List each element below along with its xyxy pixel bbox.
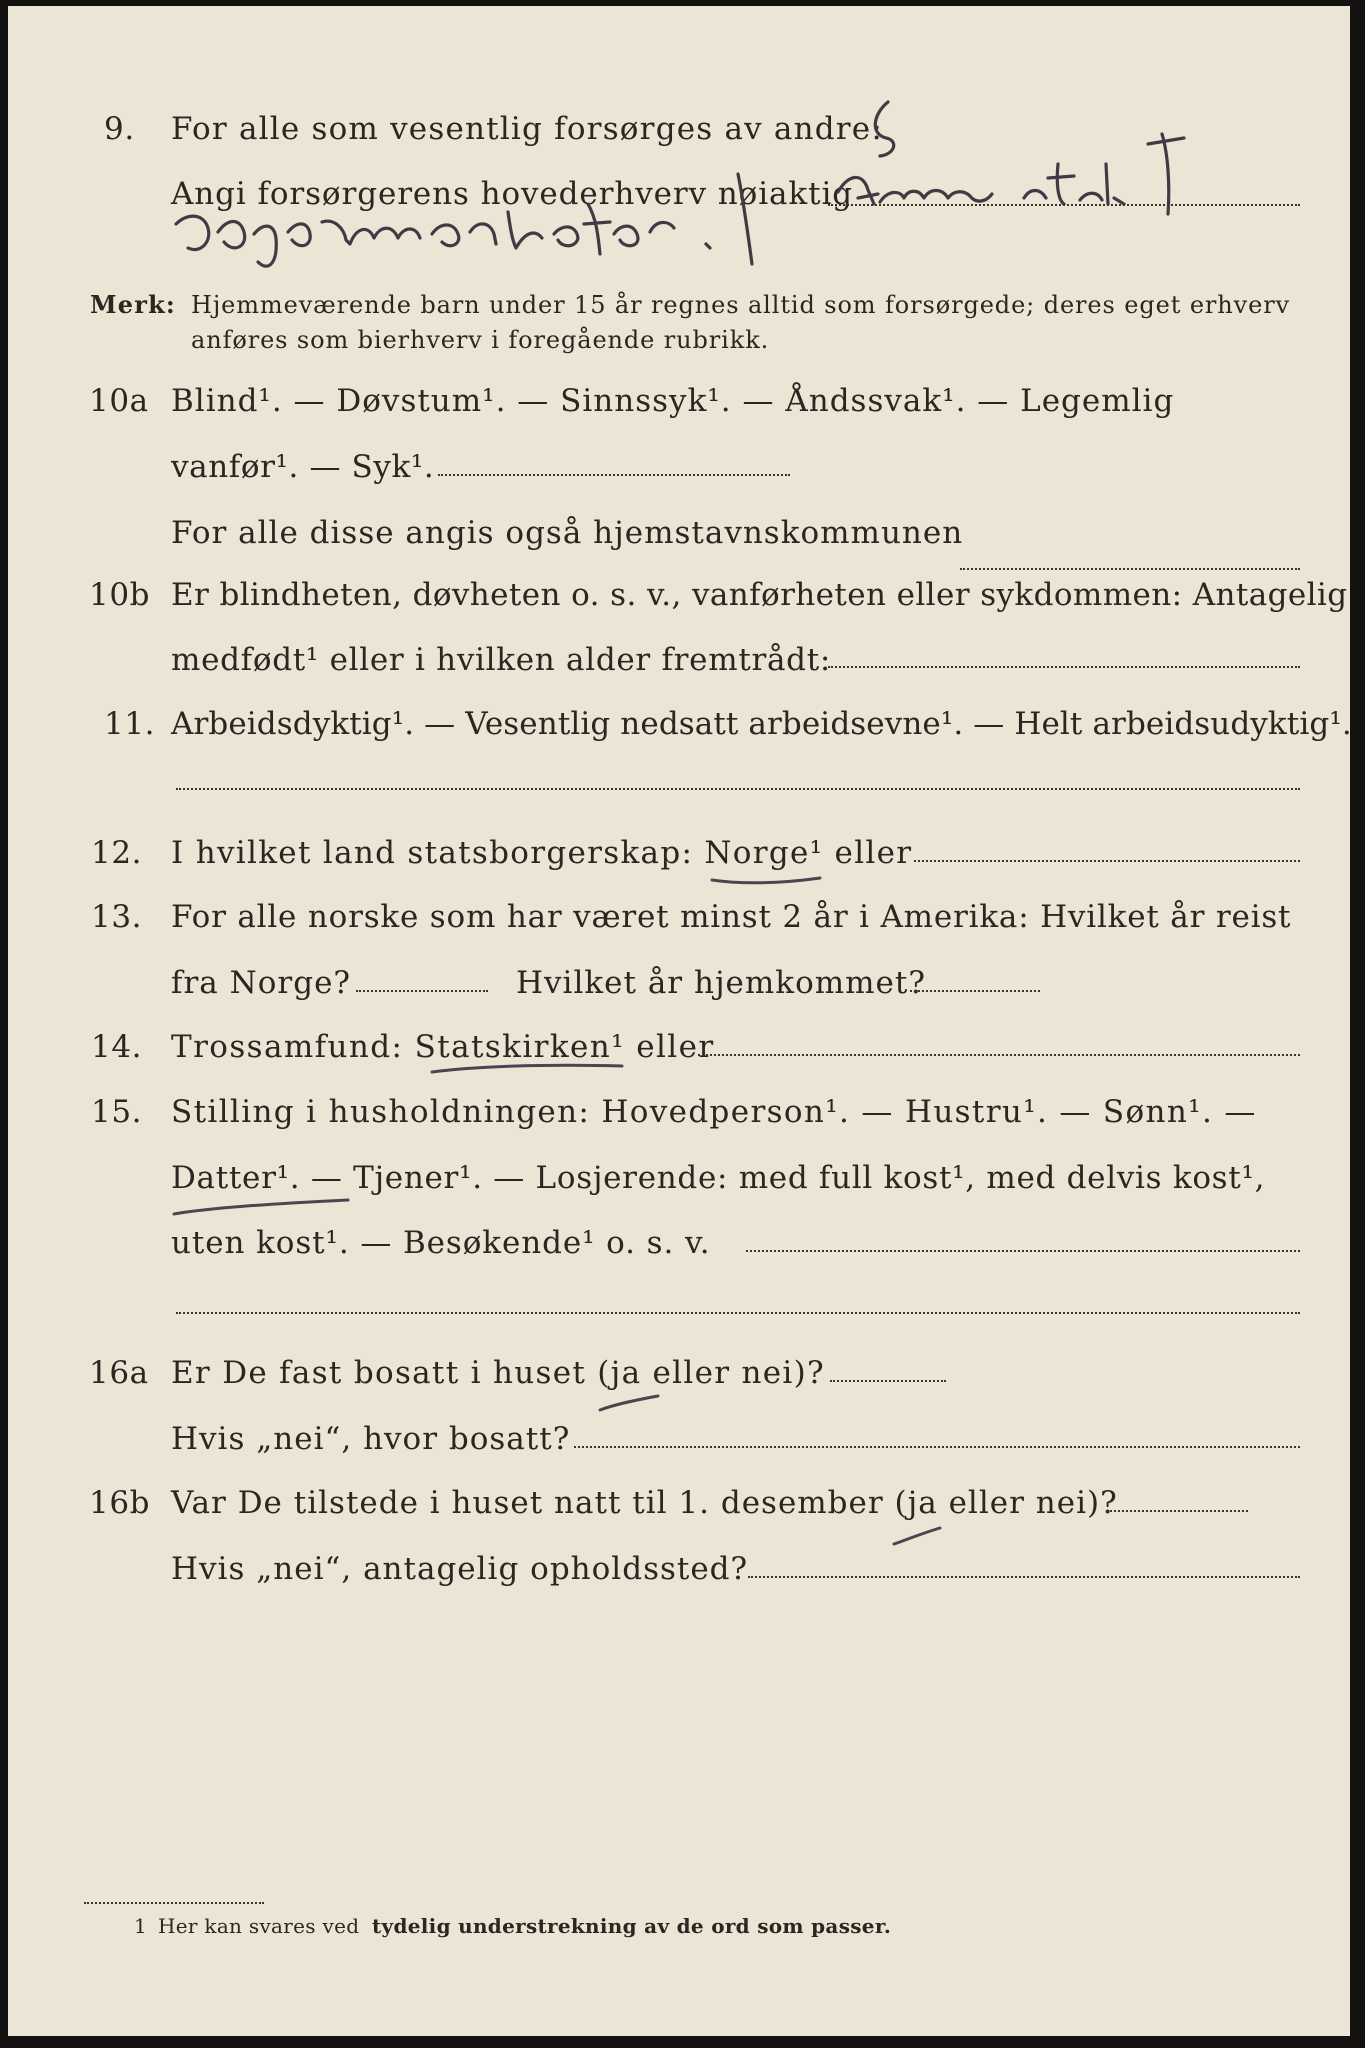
q13-text-line2a: fra Norge? [171, 965, 352, 1001]
census-form-page [8, 6, 1350, 2036]
q15-answer-line1 [746, 1250, 1300, 1252]
q10b-answer-line [828, 666, 1300, 668]
q10b-text-line1: Er blindheten, døvheten o. s. v., vanførheten eller sykdommen: Antagelig [171, 577, 1348, 613]
footnote-text-plain: Her kan svares ved [158, 1914, 360, 1938]
q16a-answer-line2 [574, 1446, 1300, 1448]
merk-label: Merk: [90, 290, 176, 319]
q15-text-line3: uten kost¹. — Besøkende¹ o. s. v. [171, 1225, 711, 1261]
q9-text-line1: For alle som vesentlig forsørges av andre: [171, 111, 883, 147]
q15-text-line1: Stilling i husholdningen: Hovedperson¹. — Hustru¹. — Sønn¹. — [171, 1094, 1257, 1130]
q10a-answer-line2 [960, 568, 1300, 570]
q11-number: 11. [104, 706, 156, 742]
q14-answer-line [698, 1054, 1300, 1056]
q14-text-line1: Trossamfund: Statskirken¹ eller [171, 1029, 715, 1065]
q9-text-line2: Angi forsørgerens hovederhverv nøiaktig [171, 176, 854, 212]
q16a-number: 16a [89, 1355, 149, 1391]
q13-text-line1: For alle norske som har været minst 2 år i Amerika: Hvilket år reist [171, 899, 1292, 935]
q14-number: 14. [91, 1029, 143, 1065]
q13-text-line2b: Hvilket år hjemkommet? [516, 965, 926, 1001]
footnote-rule [84, 1902, 264, 1904]
merk-text-line2: anføres som bierhverv i foregående rubrikk. [191, 326, 770, 354]
q12-answer-line [914, 860, 1300, 862]
q10b-number: 10b [89, 577, 151, 613]
q16a-answer-line1 [830, 1380, 946, 1382]
q14-statskirken-underline [428, 1060, 628, 1078]
q10b-text-line2: medfødt¹ eller i hvilken alder fremtrådt: [171, 642, 832, 678]
q16a-text-line1: Er De fast bosatt i huset (ja eller nei)? [171, 1355, 825, 1391]
q16b-ja-underline [890, 1524, 950, 1550]
q13-answer-line-hjemkommet [910, 990, 1040, 992]
q10a-text-line3: For alle disse angis også hjemstavnskommunen [171, 515, 964, 551]
q15-datter-underline [168, 1196, 358, 1220]
q15-text-line2: Datter¹. — Tjener¹. — Losjerende: med full kost¹, med delvis kost¹, [171, 1160, 1266, 1196]
q12-text-line1: I hvilket land statsborgerskap: Norge¹ eller [171, 835, 913, 871]
q15-number: 15. [91, 1094, 143, 1130]
q15-answer-line2 [176, 1312, 1300, 1314]
q10a-answer-line1 [438, 474, 790, 476]
q16b-text-line1: Var De tilstede i huset natt til 1. desember (ja eller nei)? [171, 1485, 1118, 1521]
q10a-text-line2: vanfør¹. — Syk¹. [171, 449, 435, 485]
q16b-number: 16b [89, 1485, 151, 1521]
footnote-text-bold: tydelig understrekning av de ord som passer. [372, 1914, 892, 1938]
q10a-text-line1: Blind¹. — Døvstum¹. — Sinnssyk¹. — Åndssvak¹. — Legemlig [171, 383, 1175, 419]
q13-answer-line-reist [356, 990, 488, 992]
q11-answer-line [176, 788, 1300, 790]
q10a-number: 10a [89, 383, 149, 419]
q13-number: 13. [91, 899, 143, 935]
q16b-answer-line2 [748, 1576, 1300, 1578]
footnote-mark: 1 [134, 1914, 148, 1938]
q16a-text-line2: Hvis „nei“, hvor bosatt? [171, 1421, 571, 1457]
q11-text-line1: Arbeidsdyktig¹. — Vesentlig nedsatt arbeidsevne¹. — Helt arbeidsudyktig¹. [171, 706, 1352, 742]
q16b-text-line2: Hvis „nei“, antagelig opholdssted? [171, 1551, 749, 1587]
q9-number: 9. [104, 111, 135, 147]
q16a-ja-underline [596, 1392, 666, 1416]
q16b-answer-line1 [1106, 1510, 1248, 1512]
merk-text-line1: Hjemmeværende barn under 15 år regnes alltid som forsørgede; deres eget erhverv [191, 291, 1291, 319]
q12-norge-underline [708, 872, 828, 888]
q9-handwritten-answer [158, 94, 1278, 274]
q12-number: 12. [91, 835, 143, 871]
